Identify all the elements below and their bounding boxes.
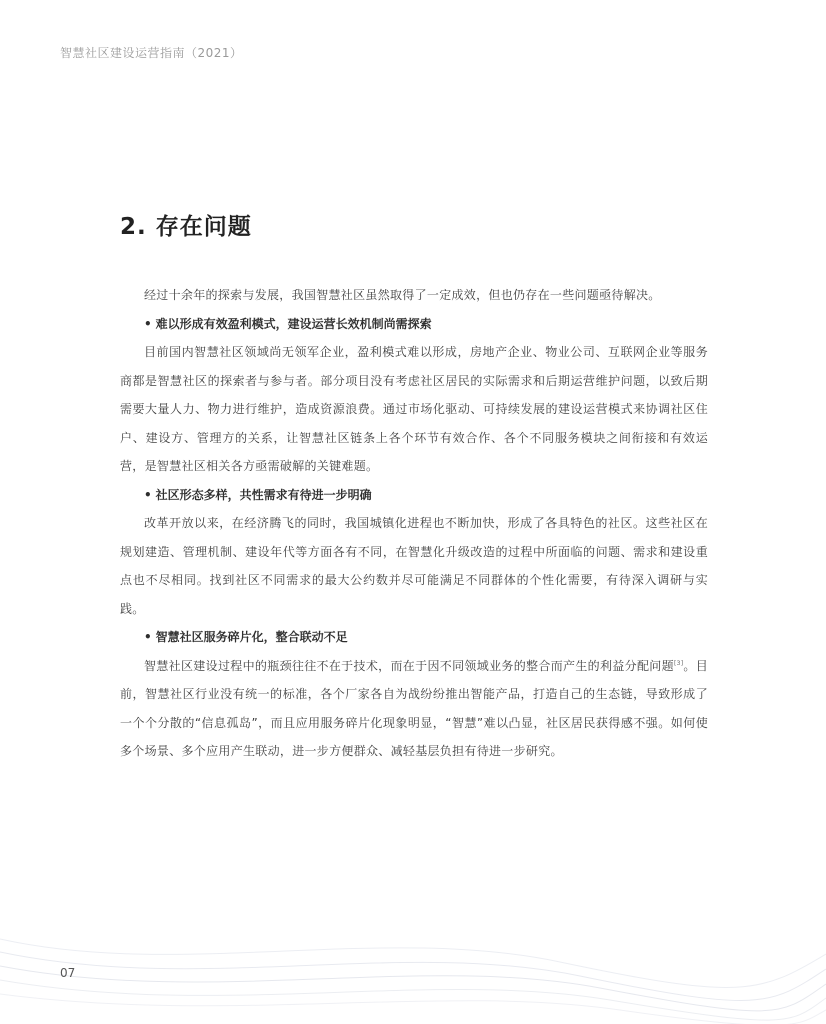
section-title: 2. 存在问题 xyxy=(120,214,252,240)
bullet-icon: • xyxy=(144,630,152,644)
page-number: 07 xyxy=(60,966,76,980)
main-content xyxy=(120,281,708,766)
bullet-icon: • xyxy=(144,316,152,331)
issue-heading-text: 社区形态多样，共性需求有待进一步明确 xyxy=(155,487,372,502)
issue-body-text: 智慧社区建设过程中的瓶颈往往不在于技术，而在于因不同领域业务的整合而产生的利益分配问题 xyxy=(144,658,674,673)
bullet-icon: • xyxy=(144,487,152,502)
issue-heading-text: 智慧社区服务碎片化，整合联动不足 xyxy=(155,630,348,644)
issue-body-2: 改革开放以来，在经济腾飞的同时，我国城镇化进程也不断加快，形成了各具特色的社区。这些社区在规划建造、管理机制、建设年代等方面各有不同，在智慧化升级改造的过程中所面临的问题、需求和建设重点也不尽相同。找到社区不同需求的最大公约数并尽可能满足不同群体的个性化需要，有待深入调研与实践。 xyxy=(120,516,708,616)
running-header: 智慧社区建设运营指南（2021） xyxy=(60,46,243,60)
citation-ref[interactable]: [3] xyxy=(673,659,684,667)
issue-heading-1 xyxy=(120,310,708,339)
issue-body-1: 目前国内智慧社区领域尚无领军企业，盈利模式难以形成，房地产企业、物业公司、互联网企业等服务商都是智慧社区的探索者与参与者。部分项目没有考虑社区居民的实际需求和后期运营维护问题，以致后期需要大量人力、物力进行维护，造成资源浪费。通过市场化驱动、可持续发展的建设运营模式来协调社区住户、建设方、管理方的关系，让智慧社区链条上各个环节有效合作、各个不同服务模块之间衔接和有效运营，是智慧社区相关各方亟需破解的关键难题。 xyxy=(120,345,708,473)
issue-body-3 xyxy=(120,652,708,766)
issue-heading-3 xyxy=(120,623,708,652)
issue-heading-2 xyxy=(120,481,708,510)
issue-body-text-cont: 。目前，智慧社区行业没有统一的标准，各个厂家各自为战纷纷推出智能产品，打造自己的生态链，导致形成了一个个分散的“信息孤岛”，而且应用服务碎片化现象明显，“智慧”难以凸显，社区居民获得感不强。如何使多个场景、多个应用产生联动，进一步方便群众、减轻基层负担有待进一步研究。 xyxy=(120,658,708,758)
issue-heading-text: 难以形成有效盈利模式，建设运营长效机制尚需探索 xyxy=(155,316,432,331)
background-wave-decoration xyxy=(0,884,826,1024)
intro-paragraph: 经过十余年的探索与发展，我国智慧社区虽然取得了一定成效，但也仍存在一些问题亟待解决。 xyxy=(144,288,661,302)
